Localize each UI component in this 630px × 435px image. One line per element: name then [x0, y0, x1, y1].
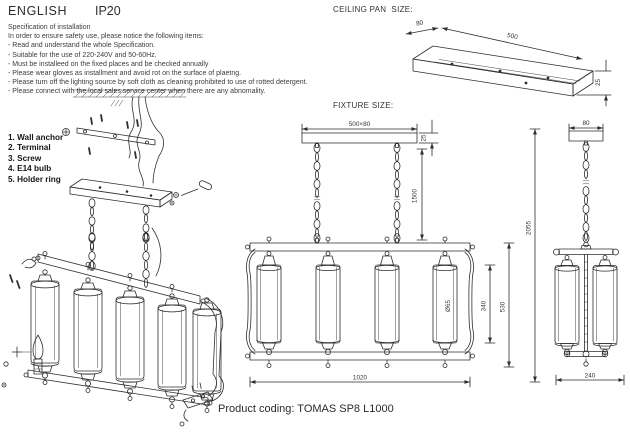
pan-width-dim: 80 — [415, 19, 424, 28]
spec-item: - Suitable for the use of 220-240V and 50-60Hz. — [8, 51, 157, 59]
bulb-insert-mark — [2, 347, 31, 387]
part-item: 2. Terminal — [8, 143, 51, 153]
tube-height-label: 340 — [480, 300, 488, 312]
side-chain — [583, 143, 589, 247]
side-frame — [554, 246, 619, 367]
pan-screw-holes — [451, 63, 550, 85]
glass-tubes — [31, 270, 221, 413]
top-rail — [32, 252, 205, 305]
pan-length-dim: 500 — [506, 31, 519, 42]
body-height-label: 530 — [499, 301, 507, 313]
fixture-size-title: FIXTURE SIZE: — [333, 101, 394, 110]
tube-diameter-label: Ø65 — [445, 299, 452, 313]
part-item: 4. E14 bulb — [8, 164, 52, 174]
chain-length-label: 1500 — [411, 188, 419, 204]
pan-box — [413, 46, 593, 96]
spec-item: - Please turn off the lighting source by soft cloth as cleaning prohibited to use of rotted detergent. — [8, 79, 308, 87]
ceiling-hatch — [73, 90, 186, 106]
ip-rating-label: IP20 — [95, 4, 121, 18]
hanging-chains — [89, 228, 161, 287]
installation-diagram — [55, 86, 245, 240]
spec-intro: In order to ensure safety use, please notice the following items: — [8, 33, 204, 41]
language-label: ENGLISH — [8, 4, 68, 18]
spec-item: - Please connect with the local sales service center when there are any abnomality. — [8, 88, 266, 96]
spec-item: - Read and understand the whole Specification. — [8, 42, 156, 50]
side-tubes — [555, 256, 617, 355]
body-width-label: 1020 — [352, 374, 368, 382]
spec-item: - Please wear gloves as installment and avoid rot on the surface of plaetng. — [8, 70, 242, 78]
wall-anchor-symbol — [63, 129, 70, 136]
chain-dim — [417, 149, 427, 240]
front-tubes — [257, 237, 457, 368]
side-depth-label: 240 — [584, 372, 596, 380]
front-frame — [246, 239, 475, 361]
canopy-height-label: 25 — [420, 134, 428, 142]
screwdriver — [170, 180, 213, 205]
pan-height-dim: 25 — [595, 78, 602, 87]
pan-dimensions — [406, 28, 611, 106]
canopy-pan — [70, 179, 172, 207]
part-item: 3. Screw — [8, 153, 42, 163]
fixture-side-view — [548, 118, 630, 398]
product-coding: Product coding: TOMAS SP8 L1000 — [218, 403, 394, 415]
candle-bulb — [33, 335, 43, 374]
canopy-dim-label: 500×80 — [348, 121, 371, 128]
side-canopy-width-label: 80 — [582, 120, 590, 127]
spec-title: Specification of installation — [8, 24, 91, 31]
front-chains — [314, 144, 400, 243]
part-item: 5. Holder ring — [8, 174, 61, 184]
part-item: 1. Wall anchor — [8, 133, 64, 142]
exploded-view-drawing — [0, 228, 245, 435]
fixture-front-view — [245, 118, 545, 398]
spec-item: - Must be installeed on the fixed places and be checked annually — [8, 60, 209, 68]
mounting-bracket — [77, 115, 155, 158]
ceiling-pan-drawing — [330, 14, 630, 114]
height-dims — [485, 129, 540, 382]
overall-height-label: 2055 — [525, 220, 533, 236]
ceiling-pan-size-title: CEILING PAN SIZE: — [333, 5, 413, 14]
